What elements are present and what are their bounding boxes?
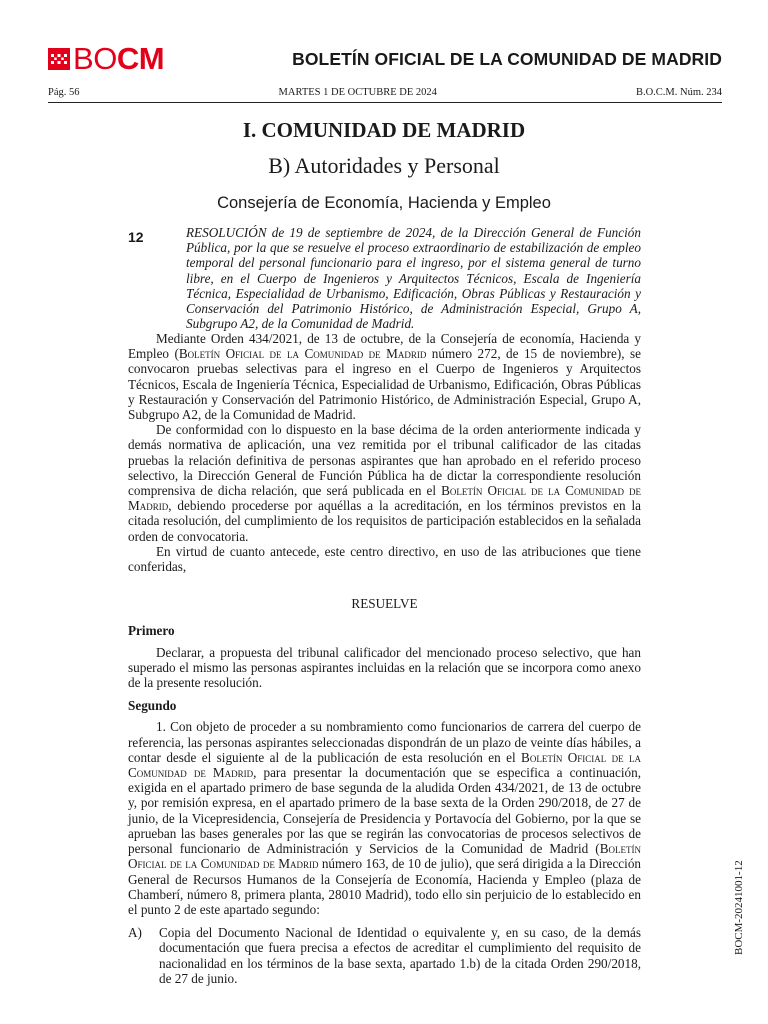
paragraph-2: De conformidad con lo dispuesto en la base décima de la orden anteriormente indicada y demás normativa de aplicación, una vez remitida por el tribunal calificador de las citadas pruebas la relación definitiva de personas aspirantes que han aprobado en el referido proceso selectivo, la Dirección General de Función Pública ha de dictar la correspondiente resolución comprensiva de dicha relación, que será publicada en el Boletín Oficial de la Comunidad de Madrid, debiendo procederse por aquéllas a la acreditación, en los términos previstos en la citada resolución, del cumplimiento de los requisitos de participación establecidos en la señalada orden de convocatoria.: [128, 422, 642, 544]
issue-date: MARTES 1 DE OCTUBRE DE 2024: [278, 87, 437, 98]
logo-text: BOCM: [73, 41, 165, 76]
segundo-point-1: 1. Con objeto de proceder a su nombramiento como funcionarios de carrera del cuerpo de referencia, las personas aspirantes seleccionadas dispondrán de un plazo de veinte días hábiles, a contar desde el siguiente al de la publicación de esta resolución en el Boletín Oficial de la Comunidad de Madrid, para presentar la documentación que se especifica a continuación, exigida en el apartado primero de base segunda de la aludida Orden 434/2021, de 13 de octubre y, por remisión expresa, en el apartado primero de la base sexta de la Orden 290/2018, de 27 de junio, de la Vicepresidencia, Consejería de Presidencia y Portavocía del Gobierno, por la que se aprueban las bases generales por las que se regirán las convocatorias de procesos selectivos de personal funcionario de Administración y Servicios de la Comunidad de Madrid (Boletín Oficial de la Comunidad de Madrid número 163, de 10 de julio), que será dirigida a la Dirección General de Recursos Humanos de la Consejería de Economía, Hacienda y Empleo (plaza de Chamberí, número 8, primera planta, 28010 Madrid), todo ello sin perjuicio de lo establecido en el punto 2 de este apartado segundo:: [128, 719, 642, 917]
section-title: I. COMUNIDAD DE MADRID: [242, 118, 526, 142]
bulletin-title: BOLETÍN OFICIAL DE LA COMUNIDAD DE MADRID: [292, 49, 722, 69]
list-item-text: Copia del Documento Nacional de Identidad o equivalente y, en su caso, de la demás documentación que fuera precisa a efectos de acreditar el cumplimiento del requisito de nacionalidad en los términos de la base sexta, apartado 1.b) de la citada Orden 290/2018, de 27 de junio.: [159, 925, 641, 986]
header-divider: [48, 102, 722, 103]
list-item-a: [128, 925, 641, 986]
document-code: BOCM-20241001-12: [733, 860, 745, 955]
primero-text: Declarar, a propuesta del tribunal calificador del mencionado proceso selectivo, que han superado el mismo las personas aspirantes incluidas en la relación que se incorpora como anexo de la presente resolución.: [128, 644, 641, 691]
paragraph-3: En virtud de cuanto antecede, este centro directivo, en uso de las atribuciones que tiene conferidas,: [128, 543, 641, 575]
page-info-row: [48, 87, 722, 98]
page-number: Pág. 56: [48, 87, 80, 98]
document-body: [128, 331, 641, 986]
resuelve-heading: RESUELVE: [351, 596, 418, 612]
department-name: Consejería de Economía, Hacienda y Empleo: [217, 194, 551, 212]
issue-number: B.O.C.M. Núm. 234: [635, 87, 722, 98]
section-subtitle: B) Autoridades y Personal: [268, 153, 500, 178]
segundo-heading: Segundo: [128, 698, 177, 714]
list-item-letter: A): [128, 925, 142, 941]
paragraph-1: Mediante Orden 434/2021, de 13 de octubre, de la Consejería de economía, Hacienda y Empleo (Boletín Oficial de la Comunidad de Madrid número 272, de 15 de noviembre), se convocaron pruebas selectivas para el ingreso en el Cuerpo de Ingenieros y Arquitectos Técnicos, Escala de Ingeniería Técnica, Especialidad de Urbanismo, Edificación, Obras Públicas y Restauración y Conservación del Patrimonio Histórico, de Administración Especial, Grupo A, Subgrupo A2, de la Comunidad de Madrid.: [128, 331, 641, 423]
primero-heading: Primero: [128, 623, 175, 639]
entry-number: 12: [128, 229, 144, 245]
entry-summary: RESOLUCIÓN de 19 de septiembre de 2024, de la Dirección General de Función Pública, por la que se resuelve el proceso extraordinario de estabilización de empleo temporal del personal funcionario para el ingreso, por el sistema general de turno libre, en el Cuerpo de Ingenieros y Arquitectos Técnicos, Escala de Ingeniería Técnica, Especialidad de Urbanismo, Edificación, Obras Públicas y Restauración y Conservación del Patrimonio Histórico, de Administración Especial, Grupo A, Subgrupo A2, de la Comunidad de Madrid.: [186, 225, 641, 332]
